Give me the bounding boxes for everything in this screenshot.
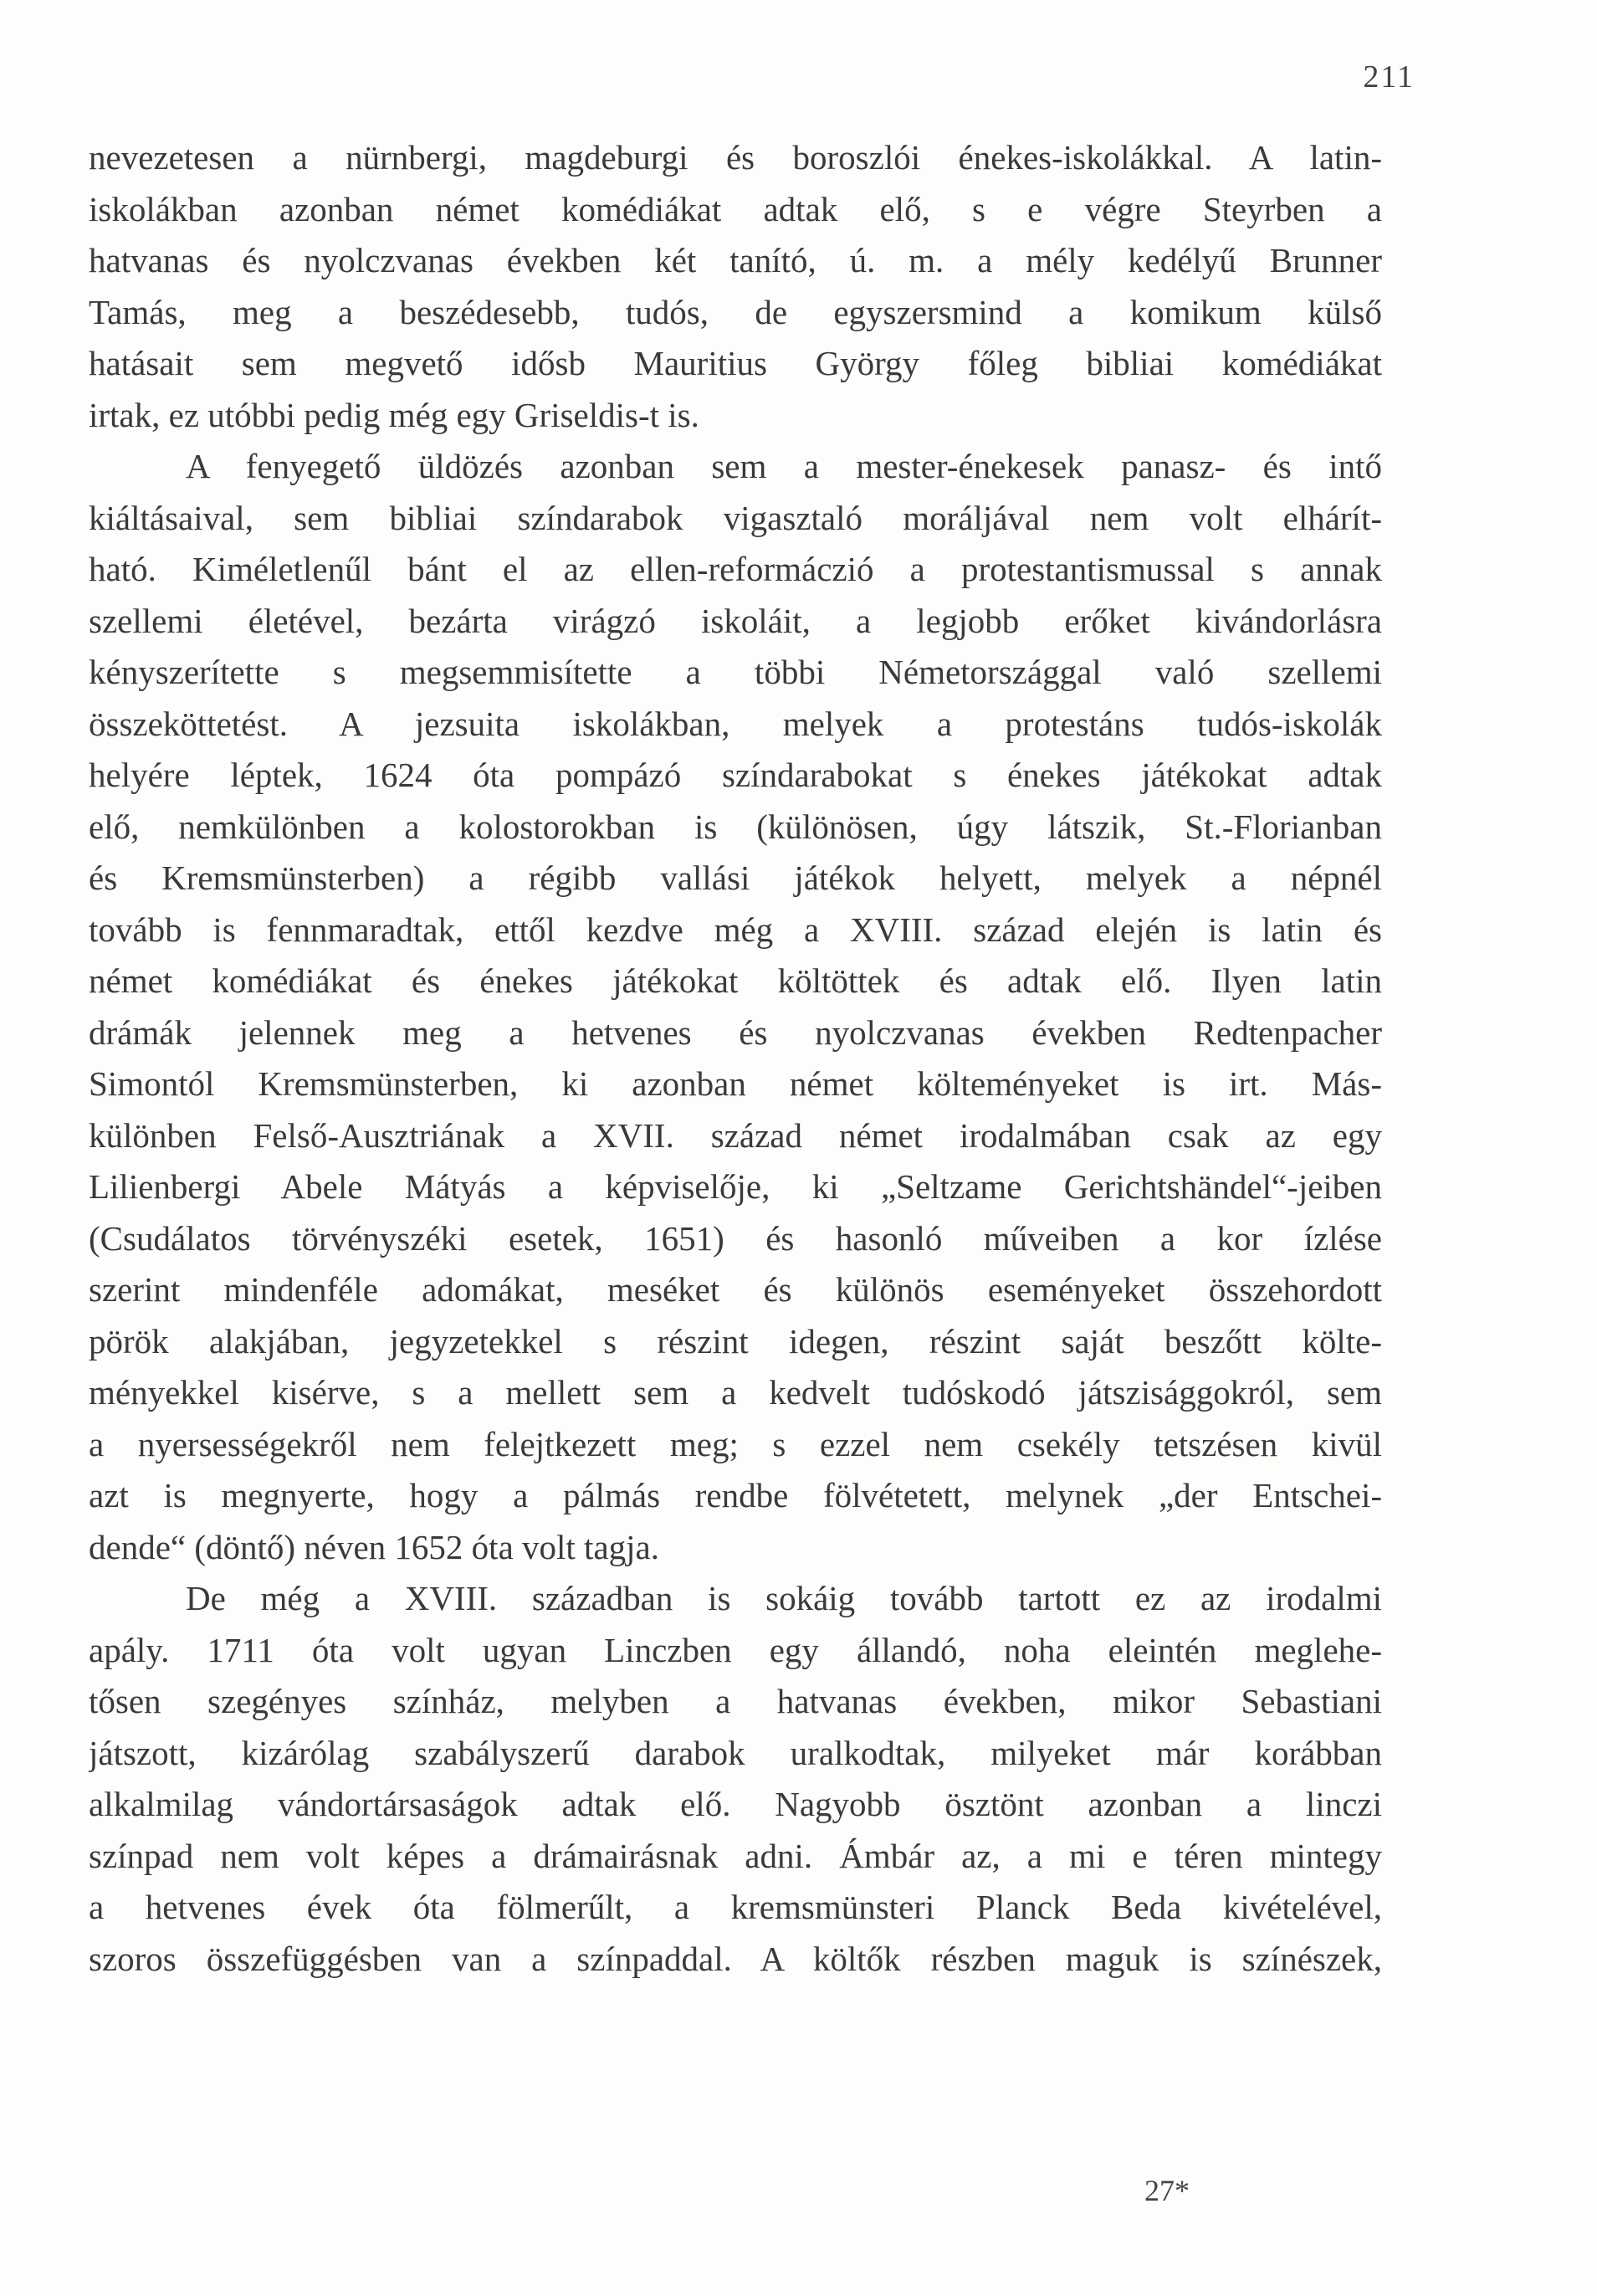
text-line: tovább is fennmaradtak, ettől kezdve még a XVIII. század elején is latin és	[89, 910, 1382, 949]
text-line: apály. 1711 óta volt ugyan Linczben egy állandó, noha eleintén meglehe-	[89, 1630, 1382, 1669]
text-line: különben Felső-Ausztriának a XVII. század német irodalmában csak az egy	[89, 1115, 1382, 1155]
text-line: dende“ (döntő) néven 1652 óta volt tagja.	[89, 1527, 659, 1566]
page-number: 211	[1363, 59, 1415, 95]
text-line: iskolákban azonban német komédiákat adtak elő, s e végre Steyrben a	[89, 189, 1382, 228]
text-line: hatásait sem megvető idősb Mauritius György főleg bibliai komédiákat	[89, 344, 1382, 382]
text-line: szellemi életével, bezárta virágzó iskoláit, a legjobb erőket kivándorlásra	[89, 601, 1382, 640]
text-line: a hetvenes évek óta fölmerűlt, a kremsmünsteri Planck Beda kivételével,	[89, 1888, 1382, 1926]
text-line: (Csudálatos törvényszéki esetek, 1651) és hasonló műveiben a kor ízlése	[89, 1218, 1382, 1258]
text-line: játszott, kizárólag szabályszerű darabok uralkodtak, milyeket már korábban	[89, 1733, 1382, 1772]
body-text	[89, 132, 1382, 1985]
text-line: összeköttetést. A jezsuita iskolákban, melyek a protestáns tudós-iskolák	[89, 704, 1382, 743]
text-line: ményekkel kisérve, s a mellett sem a kedvelt tudóskodó játszisággokról, sem	[89, 1373, 1382, 1412]
text-line: helyére léptek, 1624 óta pompázó színdarabokat s énekes játékokat adtak	[89, 756, 1382, 794]
text-line: szoros összefüggésben van a színpaddal. A költők részben maguk is színészek,	[89, 1939, 1382, 1978]
text-line: hatvanas és nyolczvanas években két tanító, ú. m. a mély kedélyű Brunner	[89, 241, 1382, 279]
text-line: Simontól Kremsmünsterben, ki azonban német költeményeket is irt. Más-	[89, 1064, 1382, 1103]
text-line: színpad nem volt képes a drámairásnak adni. Ámbár az, a mi e téren mintegy	[89, 1836, 1382, 1875]
text-line: ható. Kiméletlenűl bánt el az ellen-reformáczió a protestantismussal s annak	[89, 550, 1382, 588]
text-line: Tamás, meg a beszédesebb, tudós, de egyszersmind a komikum külső	[89, 292, 1382, 331]
text-line: kényszerítette s megsemmisítette a többi Németországgal való szellemi	[89, 653, 1382, 691]
text-line: kiáltásaival, sem bibliai színdarabok vigasztaló moráljával nem volt elhárít-	[89, 498, 1382, 537]
text-line: szerint mindenféle adomákat, meséket és különös eseményeket összehordott	[89, 1270, 1382, 1309]
paragraph-start-line: A fenyegető üldözés azonban sem a mester-énekesek panasz- és intő	[186, 447, 1382, 485]
text-line: német komédiákat és énekes játékokat költöttek és adtak elő. Ilyen latin	[89, 961, 1382, 1000]
text-line: nevezetesen a nürnbergi, magdeburgi és boroszlói énekes-iskolákkal. A latin-	[89, 138, 1382, 177]
text-line: drámák jelennek meg a hetvenes és nyolczvanas években Redtenpacher	[89, 1012, 1382, 1052]
text-line: irtak, ez utóbbi pedig még egy Griseldis-t is.	[89, 395, 699, 434]
text-line: alkalmilag vándortársaságok adtak elő. Nagyobb ösztönt azonban a linczi	[89, 1785, 1382, 1823]
text-line: Lilienbergi Abele Mátyás a képviselője, ki „Seltzame Gerichtshändel“-jeiben	[89, 1167, 1382, 1206]
paragraph-start-line: De még a XVIII. században is sokáig tovább tartott ez az irodalmi	[186, 1579, 1382, 1617]
text-line: elő, nemkülönben a kolostorokban is (különösen, úgy látszik, St.-Florianban	[89, 807, 1382, 846]
text-line: azt is megnyerte, hogy a pálmás rendbe fölvétetett, melynek „der Entschei-	[89, 1476, 1382, 1514]
text-line: és Kremsmünsterben) a régibb vallási játékok helyett, melyek a népnél	[89, 858, 1382, 897]
text-line: tősen szegényes színház, melyben a hatvanas években, mikor Sebastiani	[89, 1682, 1382, 1720]
text-line: pörök alakjában, jegyzetekkel s részint idegen, részint saját beszőtt költe-	[89, 1321, 1382, 1361]
signature-mark: 27*	[1144, 2174, 1190, 2207]
text-line: a nyersességekről nem felejtkezett meg; s ezzel nem csekély tetszésen kivül	[89, 1424, 1382, 1463]
